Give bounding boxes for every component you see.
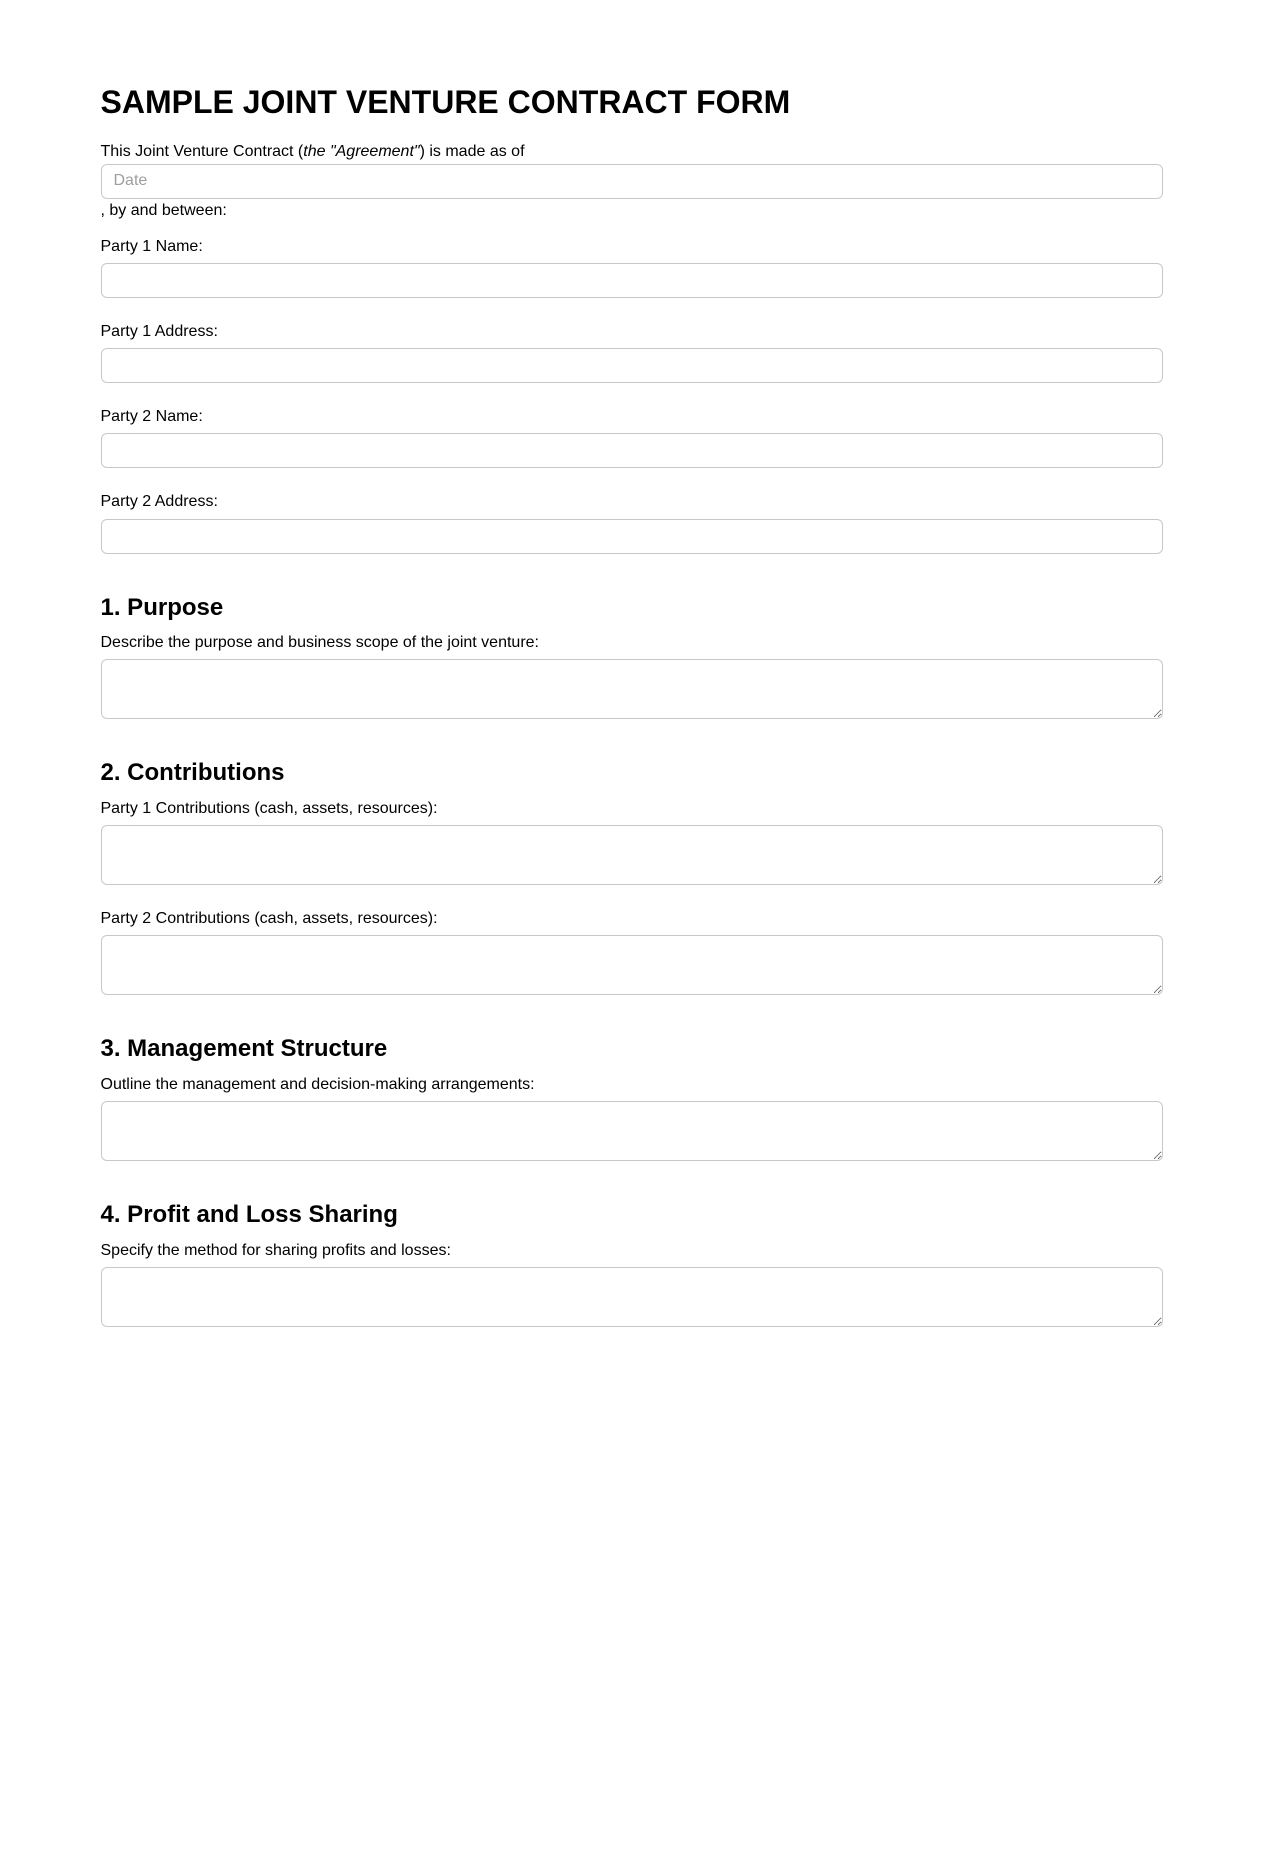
field-party-1-name [101,237,1163,298]
field-party-1-contributions [101,799,1163,885]
purpose-prompt-label: Describe the purpose and business scope of the joint venture: [100,634,539,652]
section-contributions [101,759,1163,995]
party-1-address-label: Party 1 Address: [100,322,218,340]
party-1-contributions-textarea[interactable] [101,825,1163,885]
field-profit-loss-sharing [101,1241,1163,1327]
purpose-textarea[interactable] [101,659,1163,719]
intro-text-after-em: ) is made as of [419,142,525,160]
section-profit-loss-sharing [101,1201,1163,1327]
section-contributions-heading: 2. Contributions [100,759,285,787]
agreement-emphasis: the "Agreement" [303,142,420,160]
page-title: SAMPLE JOINT VENTURE CONTRACT FORM [100,84,791,120]
party-2-name-label: Party 2 Name: [100,408,203,426]
field-party-1-address [101,322,1163,383]
section-management-structure [101,1035,1163,1161]
intro-text-after-input: , by and between: [100,201,227,219]
field-management-structure [101,1075,1163,1161]
section-profit-loss-sharing-heading: 4. Profit and Loss Sharing [100,1201,398,1229]
intro-text-before: This Joint Venture Contract ( [100,142,304,160]
management-structure-textarea[interactable] [101,1101,1163,1161]
party-1-name-label: Party 1 Name: [100,237,203,255]
party-1-address-input[interactable] [101,348,1163,383]
party-2-address-input[interactable] [101,519,1163,554]
party-1-contributions-label: Party 1 Contributions (cash, assets, resources): [100,799,438,817]
field-party-2-address [101,492,1163,553]
section-management-structure-heading: 3. Management Structure [100,1035,388,1063]
party-2-contributions-textarea[interactable] [101,935,1163,995]
party-2-name-input[interactable] [101,433,1163,468]
party-2-contributions-label: Party 2 Contributions (cash, assets, resources): [100,910,438,928]
profit-loss-sharing-textarea[interactable] [101,1267,1163,1327]
date-input[interactable] [101,164,1163,199]
section-purpose [101,594,1163,720]
field-party-2-name [101,407,1163,468]
contract-form-page [101,0,1163,1411]
intro-paragraph [101,142,1163,221]
section-purpose-heading: 1. Purpose [100,593,224,621]
field-party-2-contributions [101,909,1163,995]
field-purpose [101,633,1163,719]
profit-loss-sharing-prompt-label: Specify the method for sharing profits and losses: [100,1241,451,1259]
party-2-address-label: Party 2 Address: [100,493,218,511]
party-1-name-input[interactable] [101,263,1163,298]
management-structure-prompt-label: Outline the management and decision-making arrangements: [100,1075,535,1093]
